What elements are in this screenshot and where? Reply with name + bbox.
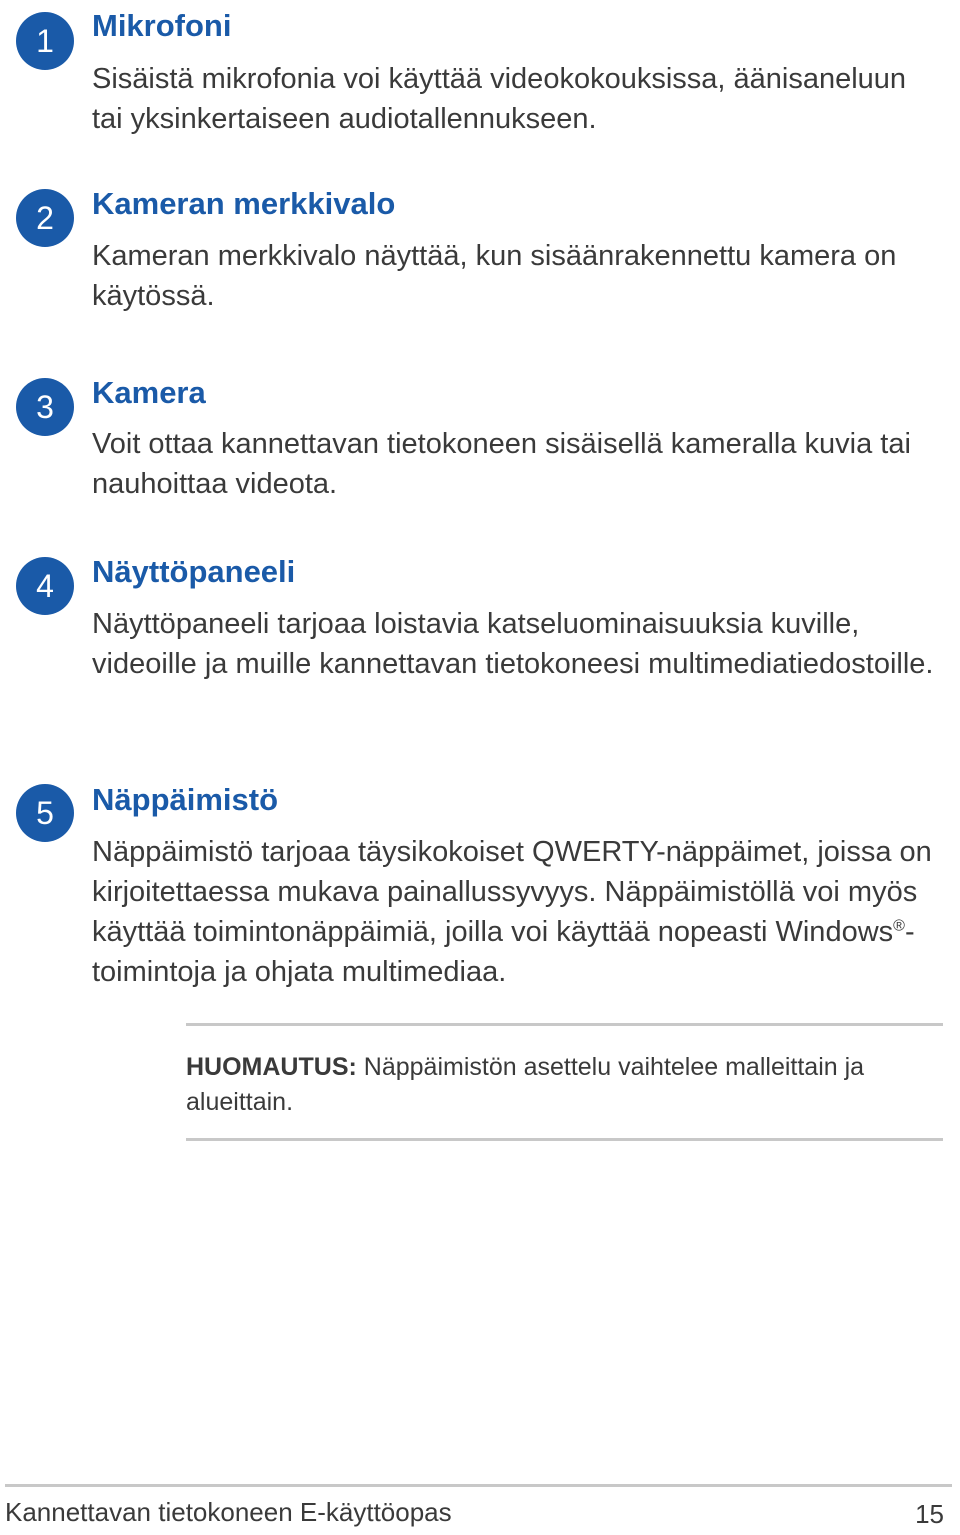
item-description-part: -toimintoja ja ohjata multimediaa. <box>92 916 915 988</box>
page-number: 15 <box>915 1499 944 1529</box>
item-description: Voit ottaa kannettavan tietokoneen sisäisellä kameralla kuvia tai nauhoittaa videota. <box>92 428 911 500</box>
note-text: Näppäimistön asettelu vaihtelee malleittain ja alueittain. <box>186 1053 865 1116</box>
footer-divider <box>5 1484 952 1487</box>
item-description <box>92 832 942 992</box>
item-title: Näppäimistö <box>92 782 279 817</box>
item-number-badge: 3 <box>16 378 74 436</box>
item-description: Kameran merkkivalo näyttää, kun sisäänrakennettu kamera on käytössä. <box>92 240 897 312</box>
note-top-divider <box>186 1023 943 1026</box>
item-number-badge: 4 <box>16 557 74 615</box>
item-number-badge: 5 <box>16 784 74 842</box>
note <box>186 1050 926 1120</box>
item-title: Kamera <box>92 375 206 410</box>
item-description-part: Näppäimistö tarjoaa täysikokoiset QWERTY-näppäimet, joissa on kirjoitettaessa mukava painallussyvyys. Näppäimistöllä voi myös käyttää toimintonäppäimiä, joilla voi käyttää nopeasti Windows <box>92 836 932 948</box>
item-number-badge: 1 <box>16 12 74 70</box>
item-title: Kameran merkkivalo <box>92 186 396 221</box>
item-number-badge: 2 <box>16 189 74 247</box>
item-title: Näyttöpaneeli <box>92 554 296 589</box>
registered-mark: ® <box>893 917 905 935</box>
item-title: Mikrofoni <box>92 8 232 43</box>
note-bottom-divider <box>186 1138 943 1141</box>
note-label: HUOMAUTUS: <box>186 1053 357 1081</box>
footer-document-title: Kannettavan tietokoneen E-käyttöopas <box>5 1497 452 1527</box>
item-description: Näyttöpaneeli tarjoaa loistavia katseluominaisuuksia kuville, videoille ja muille kannettavan tietokoneesi multimediatiedostoille. <box>92 608 934 680</box>
item-description: Sisäistä mikrofonia voi käyttää videokokouksissa, äänisaneluun tai yksinkertaiseen audiotallennukseen. <box>92 63 907 135</box>
